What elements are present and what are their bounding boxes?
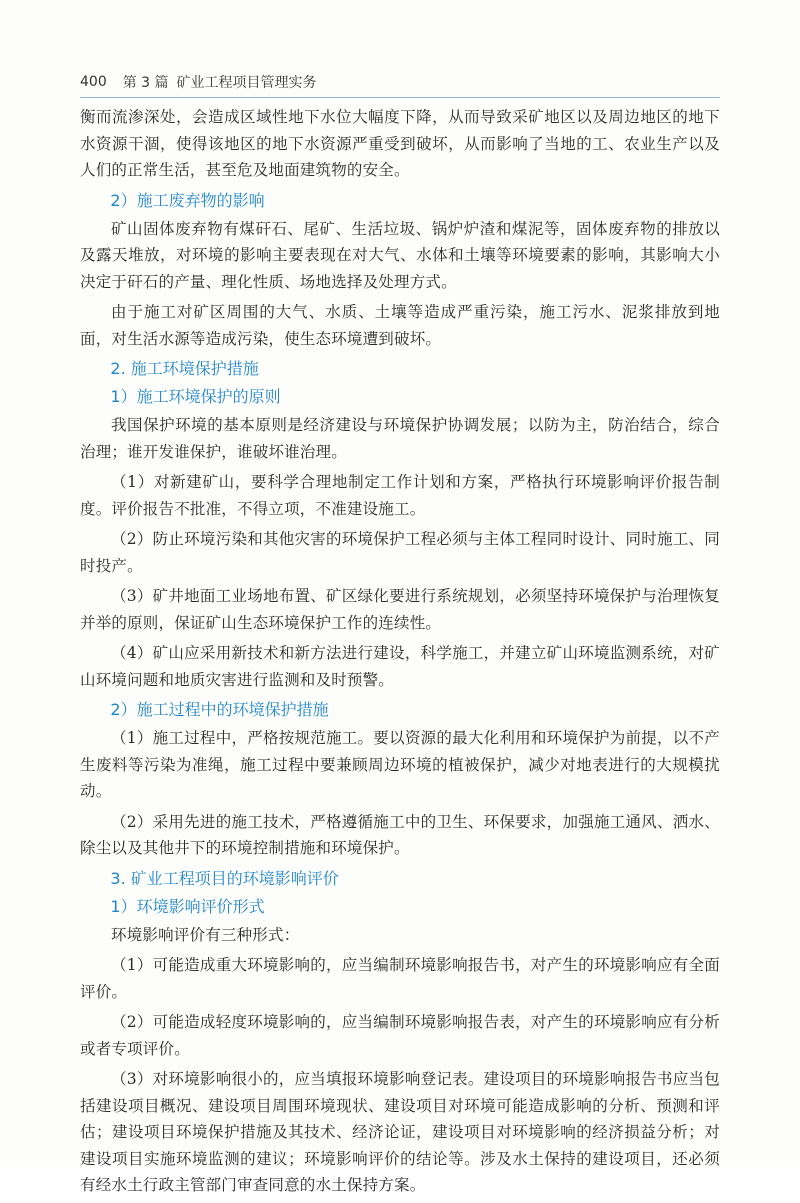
paragraph: 衡而流渗深处，会造成区域性地下水位大幅度下降，从而导致采矿地区以及周边地区的地下水资源干涸，使得该地区的地下水资源严重受到破坏，从而影响了当地的工、农业生产以及人们的正常生活，甚至危及地面建筑物的安全。 [80, 108, 720, 179]
paragraph: （4）矿山应采用新技术和新方法进行建设，科学施工，并建立矿山环境监测系统，对矿山环境问题和地质灾害进行监测和及时预警。 [80, 644, 720, 689]
page-number: 400 [80, 74, 107, 90]
paragraph: （1）施工过程中，严格按规范施工。要以资源的最大化利用和环境保护为前提，以不产生废料等污染为准绳，施工过程中要兼顾周边环境的植被保护，减少对地表进行的大规模扰动。 [80, 729, 720, 800]
section-heading: 2）施工废弃物的影响 [110, 190, 265, 210]
page-body [80, 104, 720, 1203]
paragraph: 矿山固体废弃物有煤矸石、尾矿、生活垃圾、锅炉炉渣和煤泥等，固体废弃物的排放以及露天堆放，对环境的影响主要表现在对大气、水体和土壤等环境要素的影响，其影响大小决定于矸石的产量、理化性质、场地选择及处理方式。 [80, 219, 720, 291]
section-heading: 3. 矿业工程项目的环境影响评价 [110, 868, 339, 888]
running-title: 矿业工程项目管理实务 [176, 75, 317, 91]
section-heading: 2）施工过程中的环境保护措施 [110, 700, 329, 719]
part-label: 第 3 篇 [122, 75, 169, 91]
paragraph: （2）采用先进的施工技术，严格遵循施工中的卫生、环保要求，加强施工通风、洒水、除尘以及其他井下的环境控制措施和环境保护。 [80, 812, 720, 857]
section-heading: 1）环境影响评价形式 [110, 896, 265, 916]
paragraph: （2）防止环境污染和其他灾害的环境保护工程必须与主体工程同时设计、同时施工、同时投产。 [80, 530, 720, 575]
paragraph: 我国保护环境的基本原则是经济建设与环境保护协调发展；以防为主，防治结合，综合治理；谁开发谁保护，谁破坏谁治理。 [80, 416, 720, 461]
section-heading: 1）施工环境保护的原则 [110, 387, 281, 406]
paragraph: （1）可能造成重大环境影响的，应当编制环境影响报告书，对产生的环境影响应有全面评价。 [80, 956, 720, 1001]
paragraph: 环境影响评价有三种形式： [111, 925, 300, 944]
paragraph: （1）对新建矿山，要科学合理地制定工作计划和方案，严格执行环境影响评价报告制度。评价报告不批准，不得立项，不准建设施工。 [80, 473, 720, 518]
section-heading: 2. 施工环境保护措施 [110, 359, 259, 378]
page-header [80, 70, 720, 94]
paragraph: 由于施工对矿区周围的大气、水质、土壤等造成严重污染，施工污水、泥浆排放到地面，对生活水源等造成污染，使生态环境遭到破坏。 [80, 303, 720, 348]
paragraph: （2）可能造成轻度环境影响的，应当编制环境影响报告表，对产生的环境影响应有分析或者专项评价。 [80, 1013, 720, 1058]
paragraph: （3）矿井地面工业场地布置、矿区绿化要进行系统规划，必须坚持环境保护与治理恢复并举的原则，保证矿山生态环境保护工作的连续性。 [80, 587, 720, 632]
header-divider [80, 97, 720, 98]
paragraph: （3）对环境影响很小的，应当填报环境影响登记表。建设项目的环境影响报告书应当包括建设项目概况、建设项目周围环境现状、建设项目对环境可能造成影响的分析、预测和评估；建设项目环境保护措施及其技术、经济论证，建设项目对环境影响的经济损益分析；对建设项目实施环境监测的建议；环境影响评价的结论等。涉及水土保持的建设项目，还必须有经水土行政主管部门审查同意的水土保持方案。 [80, 1070, 720, 1194]
